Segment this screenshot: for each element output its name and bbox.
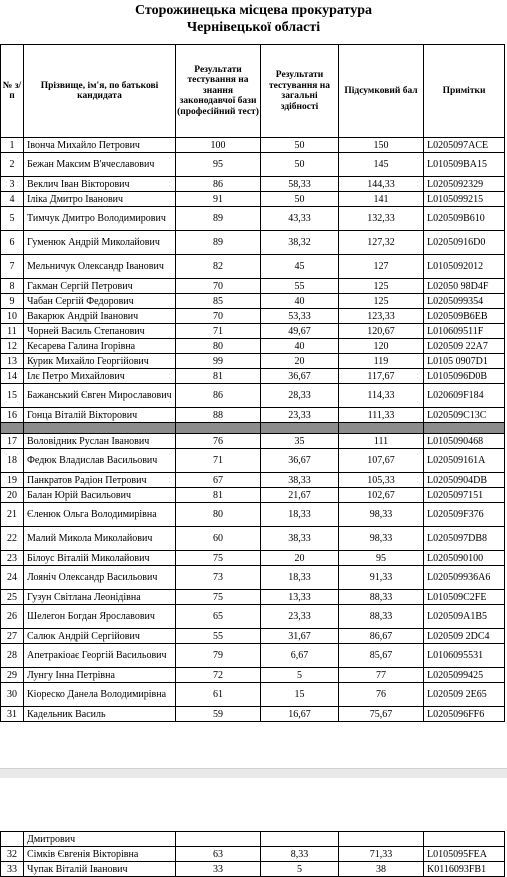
- cell-general-score: 50: [261, 153, 339, 177]
- cell-note: L0106095531: [424, 644, 505, 668]
- document-title: Сторожинецька місцева прокуратура: [135, 3, 372, 18]
- header-notes: Примітки: [424, 45, 505, 138]
- cell-general-score: [261, 832, 339, 847]
- cell-note: L0205090100: [424, 551, 505, 566]
- cell-general-score: 23,33: [261, 605, 339, 629]
- separator-cell: [424, 423, 505, 434]
- cell-law-score: 100: [176, 138, 261, 153]
- cell-name: Шелегон Богдан Ярославович: [24, 605, 176, 629]
- cell-number: 28: [1, 644, 24, 668]
- cell-law-score: 63: [176, 847, 261, 862]
- cell-general-score: 50: [261, 138, 339, 153]
- cell-total-score: 144,33: [339, 177, 424, 192]
- cell-name: Федюк Владислав Васильович: [24, 449, 176, 473]
- cell-name: Івонча Михайло Петрович: [24, 138, 176, 153]
- cell-total-score: 150: [339, 138, 424, 153]
- cell-note: K0116093FB1: [424, 862, 505, 877]
- cell-general-score: 21,67: [261, 488, 339, 503]
- cell-general-score: 20: [261, 551, 339, 566]
- cell-total-score: 117,67: [339, 369, 424, 384]
- cell-general-score: 38,33: [261, 527, 339, 551]
- table-row: [1, 503, 505, 527]
- cell-name: Панкратов Радіон Петрович: [24, 473, 176, 488]
- cell-note: L010609511F: [424, 324, 505, 339]
- cell-general-score: 36,67: [261, 449, 339, 473]
- cell-note: L020509F376: [424, 503, 505, 527]
- cell-number: 8: [1, 279, 24, 294]
- separator-cell: [1, 423, 24, 434]
- cell-total-score: 88,33: [339, 590, 424, 605]
- table-row: [1, 551, 505, 566]
- cell-number: 32: [1, 847, 24, 862]
- cell-law-score: 89: [176, 231, 261, 255]
- results-table: [0, 44, 505, 722]
- cell-law-score: 71: [176, 324, 261, 339]
- cell-total-score: 75,67: [339, 707, 424, 722]
- cell-total-score: 120: [339, 339, 424, 354]
- cell-general-score: 18,33: [261, 566, 339, 590]
- cell-number: [1, 832, 24, 847]
- cell-note: L02050916D0: [424, 231, 505, 255]
- table-row: [1, 231, 505, 255]
- cell-number: 19: [1, 473, 24, 488]
- cell-general-score: 8,33: [261, 847, 339, 862]
- separator-cell: [339, 423, 424, 434]
- document-subtitle: Чернівецької області: [186, 20, 321, 35]
- cell-total-score: 114,33: [339, 384, 424, 408]
- cell-general-score: 38,32: [261, 231, 339, 255]
- separator-row: [1, 423, 505, 434]
- cell-note: L0205096FF6: [424, 707, 505, 722]
- cell-name: Ілє Петро Михайлович: [24, 369, 176, 384]
- cell-general-score: 5: [261, 862, 339, 877]
- cell-total-score: 125: [339, 279, 424, 294]
- table-row: [1, 629, 505, 644]
- cell-number: 12: [1, 339, 24, 354]
- cell-general-score: 58,33: [261, 177, 339, 192]
- cell-number: 20: [1, 488, 24, 503]
- cell-number: 1: [1, 138, 24, 153]
- cell-number: 13: [1, 354, 24, 369]
- cell-general-score: 5: [261, 668, 339, 683]
- cell-law-score: 75: [176, 551, 261, 566]
- cell-note: L020609F184: [424, 384, 505, 408]
- cell-total-score: 107,67: [339, 449, 424, 473]
- cell-general-score: 40: [261, 339, 339, 354]
- header-name: Прізвище, ім'я, по батькові кандидата: [24, 45, 176, 138]
- cell-note: L010509C2FE: [424, 590, 505, 605]
- table-row: [1, 832, 505, 847]
- cell-name: Кадельник Василь: [24, 707, 176, 722]
- cell-general-score: 55: [261, 279, 339, 294]
- cell-number: 22: [1, 527, 24, 551]
- table-row: [1, 862, 505, 877]
- table-row: [1, 354, 505, 369]
- table-row: [1, 177, 505, 192]
- cell-note: L020509 2DC4: [424, 629, 505, 644]
- cell-note: L0205099425: [424, 668, 505, 683]
- cell-total-score: 95: [339, 551, 424, 566]
- cell-law-score: 65: [176, 605, 261, 629]
- cell-note: L0205097ACE: [424, 138, 505, 153]
- cell-note: L0105095FEA: [424, 847, 505, 862]
- cell-name: Іліка Дмитро Іванович: [24, 192, 176, 207]
- cell-number: 10: [1, 309, 24, 324]
- table-row: [1, 488, 505, 503]
- cell-note: L020509161A: [424, 449, 505, 473]
- cell-general-score: 38,33: [261, 473, 339, 488]
- cell-name: Білоус Віталій Миколайович: [24, 551, 176, 566]
- cell-number: 25: [1, 590, 24, 605]
- cell-general-score: 23,33: [261, 408, 339, 423]
- table-row: [1, 707, 505, 722]
- header-law-test: Результати тестування на знання законодавчої бази (професійний тест): [176, 45, 261, 138]
- cell-number: 11: [1, 324, 24, 339]
- table-row: [1, 590, 505, 605]
- table-row: [1, 207, 505, 231]
- cell-number: 21: [1, 503, 24, 527]
- page-break-blank: [0, 778, 507, 830]
- cell-name: Бажанський Євген Мирославович: [24, 384, 176, 408]
- cell-number: 31: [1, 707, 24, 722]
- header-general-test: Результати тестування на загальні здібності: [261, 45, 339, 138]
- cell-total-score: 145: [339, 153, 424, 177]
- table-row: [1, 566, 505, 590]
- table-row: [1, 668, 505, 683]
- cell-name: Чабан Сергій Федорович: [24, 294, 176, 309]
- separator-cell: [261, 423, 339, 434]
- table-row: [1, 384, 505, 408]
- table-row: [1, 192, 505, 207]
- cell-law-score: 79: [176, 644, 261, 668]
- cell-total-score: [339, 832, 424, 847]
- cell-note: L0105092012: [424, 255, 505, 279]
- cell-note: [424, 832, 505, 847]
- cell-note: L020509C13C: [424, 408, 505, 423]
- cell-number: 9: [1, 294, 24, 309]
- results-table-continued: [0, 831, 505, 877]
- cell-law-score: 80: [176, 503, 261, 527]
- table-row: [1, 644, 505, 668]
- cell-name: Курик Михайло Георгійович: [24, 354, 176, 369]
- cell-general-score: 13,33: [261, 590, 339, 605]
- cell-general-score: 53,33: [261, 309, 339, 324]
- cell-law-score: 91: [176, 192, 261, 207]
- table-row: [1, 527, 505, 551]
- cell-law-score: 76: [176, 434, 261, 449]
- cell-name: Малий Микола Миколайович: [24, 527, 176, 551]
- table-row: [1, 339, 505, 354]
- cell-general-score: 6,67: [261, 644, 339, 668]
- cell-number: 3: [1, 177, 24, 192]
- cell-note: L0105096D0B: [424, 369, 505, 384]
- cell-number: 24: [1, 566, 24, 590]
- header-total: Підсумковий бал: [339, 45, 424, 138]
- cell-general-score: 40: [261, 294, 339, 309]
- cell-note: L020509 22A7: [424, 339, 505, 354]
- cell-law-score: 61: [176, 683, 261, 707]
- table-row: [1, 473, 505, 488]
- cell-general-score: 45: [261, 255, 339, 279]
- cell-note: L010509BA15: [424, 153, 505, 177]
- cell-number: 26: [1, 605, 24, 629]
- cell-total-score: 123,33: [339, 309, 424, 324]
- table-row: [1, 605, 505, 629]
- cell-name: Чорней Василь Степанович: [24, 324, 176, 339]
- cell-note: L0205097DB8: [424, 527, 505, 551]
- cell-law-score: 70: [176, 279, 261, 294]
- cell-number: 29: [1, 668, 24, 683]
- cell-total-score: 111: [339, 434, 424, 449]
- cell-law-score: 70: [176, 309, 261, 324]
- cell-name: Апетракіоає Георгій Васильович: [24, 644, 176, 668]
- cell-law-score: 73: [176, 566, 261, 590]
- table-row: [1, 279, 505, 294]
- cell-number: 14: [1, 369, 24, 384]
- cell-law-score: 72: [176, 668, 261, 683]
- cell-total-score: 91,33: [339, 566, 424, 590]
- cell-total-score: 132,33: [339, 207, 424, 231]
- cell-general-score: 36,67: [261, 369, 339, 384]
- cell-name: Вакарюк Андрій Іванович: [24, 309, 176, 324]
- cell-note: L020509 2E65: [424, 683, 505, 707]
- cell-name: Єленюк Ольга Володимирівна: [24, 503, 176, 527]
- cell-name: Салюк Андрій Сергійович: [24, 629, 176, 644]
- cell-general-score: 35: [261, 434, 339, 449]
- separator-cell: [176, 423, 261, 434]
- cell-number: 23: [1, 551, 24, 566]
- cell-note: L0105090468: [424, 434, 505, 449]
- cell-note: L020509B6EB: [424, 309, 505, 324]
- cell-general-score: 31,67: [261, 629, 339, 644]
- cell-total-score: 88,33: [339, 605, 424, 629]
- cell-name: Лояніч Олександр Васильович: [24, 566, 176, 590]
- cell-general-score: 15: [261, 683, 339, 707]
- header-number: № з/п: [1, 45, 24, 138]
- table-row: [1, 138, 505, 153]
- cell-name: Гузун Світлана Леонідівна: [24, 590, 176, 605]
- table-row: [1, 153, 505, 177]
- cell-name: Кесарева Галина Ігорівна: [24, 339, 176, 354]
- cell-number: 27: [1, 629, 24, 644]
- cell-number: 7: [1, 255, 24, 279]
- table-row: [1, 847, 505, 862]
- cell-total-score: 102,67: [339, 488, 424, 503]
- cell-name: Балан Юрій Васильович: [24, 488, 176, 503]
- cell-number: 30: [1, 683, 24, 707]
- cell-name: Мельничук Олександр Іванович: [24, 255, 176, 279]
- cell-general-score: 20: [261, 354, 339, 369]
- cell-name: Сімків Євгенія Вікторівна: [24, 847, 176, 862]
- cell-law-score: 33: [176, 862, 261, 877]
- table-row: [1, 408, 505, 423]
- cell-note: L020509936A6: [424, 566, 505, 590]
- cell-total-score: 141: [339, 192, 424, 207]
- cell-total-score: 105,33: [339, 473, 424, 488]
- cell-total-score: 77: [339, 668, 424, 683]
- cell-total-score: 125: [339, 294, 424, 309]
- cell-law-score: 81: [176, 369, 261, 384]
- cell-total-score: 98,33: [339, 527, 424, 551]
- cell-name: Воловідник Руслан Іванович: [24, 434, 176, 449]
- cell-total-score: 38: [339, 862, 424, 877]
- cell-law-score: 86: [176, 177, 261, 192]
- cell-note: L0205092329: [424, 177, 505, 192]
- cell-law-score: [176, 832, 261, 847]
- cell-note: L020509B610: [424, 207, 505, 231]
- table-row: [1, 294, 505, 309]
- cell-law-score: 86: [176, 384, 261, 408]
- cell-note: L0105099215: [424, 192, 505, 207]
- cell-note: L02050904DB: [424, 473, 505, 488]
- cell-total-score: 111,33: [339, 408, 424, 423]
- cell-general-score: 50: [261, 192, 339, 207]
- cell-name: Тимчук Дмитро Володимирович: [24, 207, 176, 231]
- cell-note: L0205097151: [424, 488, 505, 503]
- cell-number: 18: [1, 449, 24, 473]
- cell-name: Бежан Максим В'ячеславович: [24, 153, 176, 177]
- cell-name: Лунгу Інна Петрівна: [24, 668, 176, 683]
- cell-general-score: 16,67: [261, 707, 339, 722]
- cell-general-score: 28,33: [261, 384, 339, 408]
- cell-number: 15: [1, 384, 24, 408]
- cell-total-score: 127,32: [339, 231, 424, 255]
- cell-name: Веклич Іван Вікторович: [24, 177, 176, 192]
- table-row: [1, 449, 505, 473]
- cell-note: L0205099354: [424, 294, 505, 309]
- cell-law-score: 55: [176, 629, 261, 644]
- cell-note: L020509A1B5: [424, 605, 505, 629]
- cell-name: Гакман Сергій Петрович: [24, 279, 176, 294]
- cell-law-score: 95: [176, 153, 261, 177]
- cell-law-score: 71: [176, 449, 261, 473]
- cell-note: L0105 0907D1: [424, 354, 505, 369]
- cell-general-score: 49,67: [261, 324, 339, 339]
- cell-law-score: 60: [176, 527, 261, 551]
- cell-number: 17: [1, 434, 24, 449]
- cell-name: Гуменюк Андрій Миколайович: [24, 231, 176, 255]
- table-row: [1, 309, 505, 324]
- cell-number: 33: [1, 862, 24, 877]
- cell-name: Чупак Віталій Іванович: [24, 862, 176, 877]
- cell-number: 4: [1, 192, 24, 207]
- table-row: [1, 683, 505, 707]
- cell-law-score: 80: [176, 339, 261, 354]
- table-row: [1, 324, 505, 339]
- cell-law-score: 67: [176, 473, 261, 488]
- cell-law-score: 99: [176, 354, 261, 369]
- cell-total-score: 119: [339, 354, 424, 369]
- cell-total-score: 98,33: [339, 503, 424, 527]
- cell-number: 6: [1, 231, 24, 255]
- cell-law-score: 75: [176, 590, 261, 605]
- cell-general-score: 43,33: [261, 207, 339, 231]
- table-row: [1, 434, 505, 449]
- cell-total-score: 120,67: [339, 324, 424, 339]
- cell-general-score: 18,33: [261, 503, 339, 527]
- separator-cell: [24, 423, 176, 434]
- cell-law-score: 85: [176, 294, 261, 309]
- cell-law-score: 59: [176, 707, 261, 722]
- cell-law-score: 82: [176, 255, 261, 279]
- table-row: [1, 255, 505, 279]
- table-row: [1, 369, 505, 384]
- cell-total-score: 85,67: [339, 644, 424, 668]
- cell-name: Гонца Віталій Вікторович: [24, 408, 176, 423]
- cell-number: 2: [1, 153, 24, 177]
- cell-name: Кіореско Данела Володимирівна: [24, 683, 176, 707]
- cell-law-score: 88: [176, 408, 261, 423]
- cell-total-score: 76: [339, 683, 424, 707]
- cell-number: 16: [1, 408, 24, 423]
- cell-note: L02050 98D4F: [424, 279, 505, 294]
- cell-number: 5: [1, 207, 24, 231]
- cell-law-score: 89: [176, 207, 261, 231]
- cell-law-score: 81: [176, 488, 261, 503]
- cell-total-score: 86,67: [339, 629, 424, 644]
- cell-total-score: 127: [339, 255, 424, 279]
- cell-total-score: 71,33: [339, 847, 424, 862]
- cell-name: Дмитрович: [24, 832, 176, 847]
